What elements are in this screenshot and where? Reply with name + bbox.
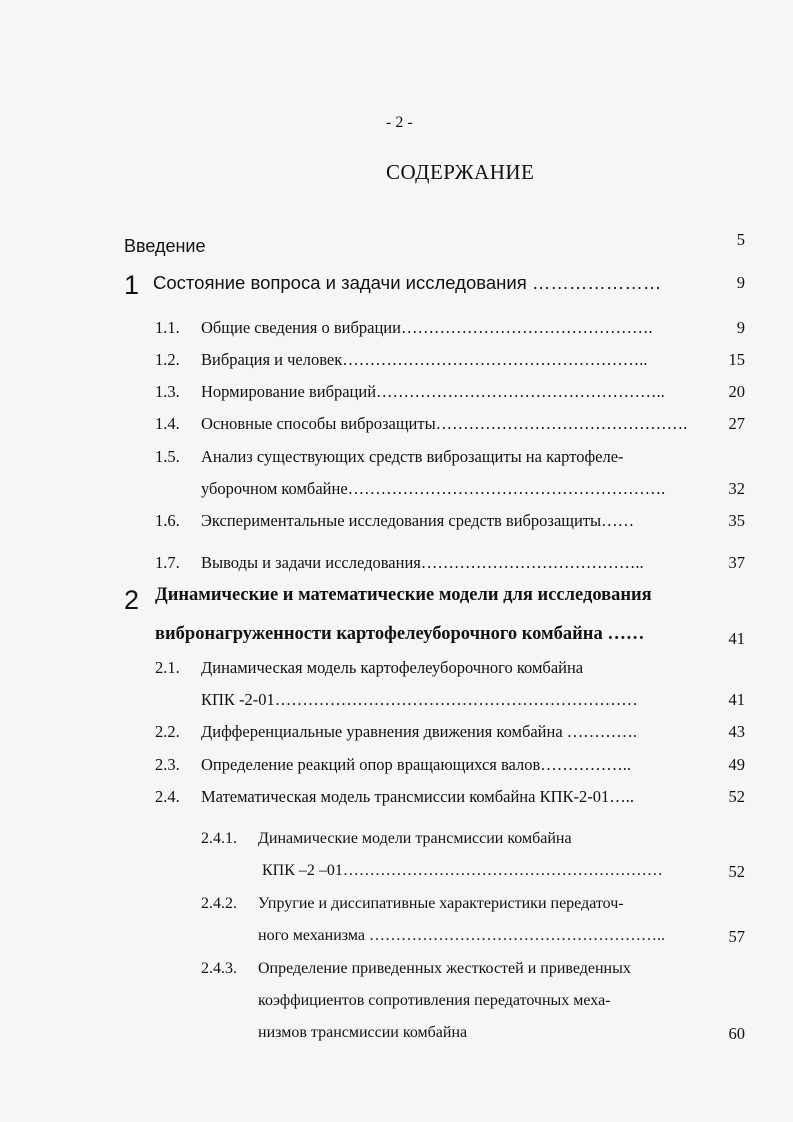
toc-entry-text-cont: КПК –2 –01…………………………………………………… [262, 862, 663, 879]
toc-page: 37 [728, 553, 745, 572]
toc-number: 1.2. [155, 350, 180, 369]
toc-entry-text: Анализ существующих средств виброзащиты на картофеле- [201, 447, 624, 466]
toc-number: 1.5. [155, 447, 180, 466]
toc-page: 32 [728, 479, 745, 498]
toc-entry-text: Выводы и задачи исследования………………………………….. [201, 553, 644, 572]
toc-page: 57 [728, 927, 745, 946]
toc-number: 2.2. [155, 722, 180, 741]
toc-entry-text-cont: уборочном комбайне…………………………………………………. [201, 479, 666, 498]
toc-number: 2.4.2. [201, 895, 237, 912]
toc-entry-text-cont: ного механизма ……………………………………………….. [258, 927, 665, 944]
toc-page: 49 [728, 755, 745, 774]
toc-entry-text: Нормирование вибраций…………………………………………….. [201, 382, 665, 401]
toc-number: 2.4.1. [201, 830, 237, 847]
toc-entry-text: Динамическая модель картофелеуборочного комбайна [201, 658, 584, 677]
toc-entry-text: Определение реакций опор вращающихся валов…………….. [201, 755, 632, 774]
toc-page: 27 [728, 414, 745, 433]
intro-label: Введение [124, 236, 206, 256]
toc-entry-text: Основные способы виброзащиты………………………………………. [201, 414, 688, 433]
chapter2-number: 2 [124, 585, 140, 615]
intro-page: 5 [736, 230, 745, 249]
toc-page: 35 [728, 511, 745, 530]
page-title: СОДЕРЖАНИЕ [386, 160, 535, 184]
toc-entry-text: Экспериментальные исследования средств виброзащиты…… [201, 511, 635, 530]
toc-entry-text: Динамические модели трансмиссии комбайна [258, 830, 572, 847]
chapter2-page: 41 [728, 629, 745, 648]
chapter1-page: 9 [736, 273, 745, 292]
toc-number: 1.7. [155, 553, 180, 572]
toc-number: 1.1. [155, 318, 180, 337]
toc-page: 52 [728, 862, 745, 881]
toc-entry-text: Определение приведенных жесткостей и приведенных [258, 960, 631, 977]
toc-entry-text: Дифференциальные уравнения движения комбайна …………. [201, 722, 637, 741]
toc-number: 2.4. [155, 787, 180, 806]
toc-number: 2.3. [155, 755, 180, 774]
page-number: - 2 - [386, 114, 413, 131]
chapter2-title-line1: Динамические и математические модели для исследования [155, 585, 652, 605]
toc-page: 60 [728, 1024, 745, 1043]
toc-page: 20 [728, 382, 745, 401]
chapter1-number: 1 [124, 270, 140, 300]
toc-entry-text-cont: КПК -2-01………………………………………………………… [201, 690, 638, 709]
toc-number: 2.1. [155, 658, 180, 677]
toc-entry-text: Упругие и диссипативные характеристики передаточ- [258, 895, 624, 912]
chapter1-title: Состояние вопроса и задачи исследования ………………… [153, 272, 662, 293]
toc-number: 1.3. [155, 382, 180, 401]
toc-page: 41 [728, 690, 745, 709]
toc-entry-text-cont: коэффициентов сопротивления передаточных меха- [258, 992, 611, 1009]
toc-entry-text: Вибрация и человек……………………………………………….. [201, 350, 648, 369]
toc-page: 43 [728, 722, 745, 741]
toc-entry-text: Общие сведения о вибрации………………………………………. [201, 318, 653, 337]
toc-page: 15 [728, 350, 745, 369]
toc-number: 2.4.3. [201, 960, 237, 977]
toc-number: 1.6. [155, 511, 180, 530]
toc-page: 9 [736, 318, 745, 337]
toc-entry-text-cont: низмов трансмиссии комбайна [258, 1024, 468, 1041]
toc-page: 52 [728, 787, 745, 806]
toc-number: 1.4. [155, 414, 180, 433]
chapter2-title-line2: вибронагруженности картофелеуборочного комбайна …… [155, 624, 645, 644]
toc-entry-text: Математическая модель трансмиссии комбайна КПК-2-01….. [201, 787, 634, 806]
